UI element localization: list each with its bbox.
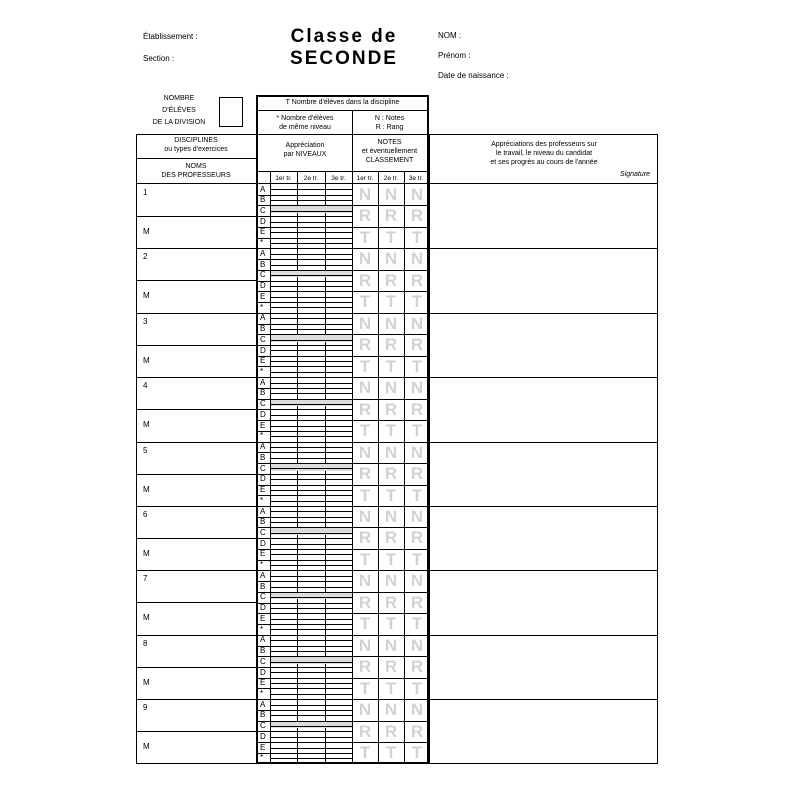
title-line2: SECONDE	[290, 48, 398, 69]
discipline-number: 9	[143, 703, 148, 712]
ghost-letter-r: R	[384, 335, 398, 354]
ghost-letter-r: R	[358, 657, 372, 676]
ghost-letter-t: T	[411, 486, 423, 505]
level-letter: C	[260, 657, 266, 666]
level-letter: B	[260, 517, 266, 526]
ghost-letter-r: R	[410, 271, 424, 290]
level-letter: C	[260, 464, 266, 473]
ghost-letter-r: R	[410, 593, 424, 612]
nombre-eleves-line1: NOMBRE	[163, 95, 195, 102]
level-letter: E	[260, 614, 266, 623]
level-letter: D	[260, 732, 266, 741]
nombre-eleves-line3: DE LA DIVISION	[152, 119, 206, 126]
professeur-label: M	[143, 742, 150, 751]
legend-r: R : Rang	[375, 124, 404, 131]
ghost-letter-t: T	[385, 292, 397, 311]
professeur-label: M	[143, 291, 150, 300]
level-letter: E	[260, 678, 266, 687]
discipline-number: 8	[143, 639, 148, 648]
ghost-letter-r: R	[358, 400, 372, 419]
discipline-number: 7	[143, 574, 148, 583]
disciplines-line1: DISCIPLINES	[174, 137, 218, 144]
ghost-letter-n: N	[358, 443, 372, 462]
ghost-letter-n: N	[358, 314, 372, 333]
level-letter: *	[260, 367, 264, 376]
level-letter: *	[260, 689, 264, 698]
ghost-letter-t: T	[385, 743, 397, 762]
ghost-letter-t: T	[359, 743, 371, 762]
ghost-letter-t: T	[411, 228, 423, 247]
trimestre-header: 2e tr.	[303, 175, 319, 182]
level-letter: B	[260, 388, 266, 397]
level-letter: *	[260, 431, 264, 440]
ghost-letter-r: R	[410, 335, 424, 354]
ghost-letter-t: T	[411, 292, 423, 311]
ghost-letter-n: N	[410, 507, 424, 526]
level-letter: *	[260, 625, 264, 634]
discipline-number: 1	[143, 188, 148, 197]
notes-line3: CLASSEMENT	[365, 157, 414, 164]
level-letter: C	[260, 528, 266, 537]
ghost-letter-t: T	[411, 743, 423, 762]
ghost-letter-r: R	[384, 528, 398, 547]
level-letter: *	[260, 238, 264, 247]
ghost-letter-r: R	[358, 593, 372, 612]
ghost-letter-t: T	[411, 421, 423, 440]
ghost-letter-r: R	[358, 464, 372, 483]
ghost-letter-n: N	[384, 185, 398, 204]
professeur-label: M	[143, 549, 150, 558]
level-letter: D	[260, 668, 266, 677]
level-letter: D	[260, 410, 266, 419]
level-letter: C	[260, 206, 266, 215]
ghost-letter-r: R	[384, 593, 398, 612]
level-letter: E	[260, 292, 266, 301]
level-letter: D	[260, 539, 266, 548]
discipline-number: 6	[143, 510, 148, 519]
ghost-letter-r: R	[410, 528, 424, 547]
ghost-letter-r: R	[358, 722, 372, 741]
appr-prof-line3: et ses progrès au cours de l'année	[490, 159, 598, 166]
discipline-number: 2	[143, 252, 148, 261]
title-line1: Classe de	[290, 26, 398, 47]
noms-header	[137, 162, 255, 180]
level-letter: D	[260, 217, 266, 226]
ghost-letter-n: N	[410, 314, 424, 333]
discipline-number: 5	[143, 446, 148, 455]
professeur-label: M	[143, 485, 150, 494]
ghost-letter-r: R	[384, 400, 398, 419]
professeur-label: M	[143, 420, 150, 429]
ghost-letter-r: R	[358, 271, 372, 290]
level-letter: B	[260, 195, 266, 204]
ghost-letter-t: T	[411, 679, 423, 698]
level-letter: *	[260, 496, 264, 505]
level-letter: E	[260, 549, 266, 558]
ghost-letter-n: N	[358, 378, 372, 397]
etablissement-label: Établissement :	[143, 32, 198, 41]
level-letter: A	[260, 185, 266, 194]
level-letter: D	[260, 474, 266, 483]
ghost-letter-r: R	[384, 722, 398, 741]
professeur-label: M	[143, 613, 150, 622]
prenom-label: Prénom :	[438, 51, 471, 60]
appreciation-line2: par NIVEAUX	[283, 151, 327, 158]
legend-n: N : Notes	[374, 115, 405, 122]
ghost-letter-n: N	[410, 185, 424, 204]
ghost-letter-n: N	[410, 443, 424, 462]
ghost-letter-n: N	[384, 443, 398, 462]
ghost-letter-n: N	[384, 636, 398, 655]
level-letter: *	[260, 560, 264, 569]
ghost-letter-n: N	[384, 249, 398, 268]
level-letter: B	[260, 646, 266, 655]
appreciations-prof-header	[430, 140, 658, 167]
disciplines-header	[137, 136, 255, 154]
appreciation-line1: Appréciation	[285, 142, 325, 149]
ghost-letter-r: R	[410, 206, 424, 225]
level-letter: E	[260, 356, 266, 365]
notes-line2: et éventuellement	[361, 148, 418, 155]
level-letter: B	[260, 582, 266, 591]
ghost-letter-t: T	[411, 357, 423, 376]
nom-label: NOM :	[438, 31, 462, 40]
level-letter: A	[260, 635, 266, 644]
ghost-letter-r: R	[410, 464, 424, 483]
ghost-letter-t: T	[359, 228, 371, 247]
discipline-number: 3	[143, 317, 148, 326]
level-letter: C	[260, 592, 266, 601]
ghost-letter-n: N	[410, 249, 424, 268]
ghost-letter-r: R	[410, 657, 424, 676]
level-letter: A	[260, 249, 266, 258]
ghost-letter-n: N	[384, 571, 398, 590]
ghost-letter-t: T	[385, 679, 397, 698]
legend-star-line1: * Nombre d'élèves	[276, 115, 334, 122]
discipline-number: 4	[143, 381, 148, 390]
ghost-letter-n: N	[384, 378, 398, 397]
trimestre-header: 1er tr.	[356, 175, 374, 182]
ghost-letter-t: T	[359, 357, 371, 376]
ghost-letter-t: T	[359, 292, 371, 311]
ghost-letter-n: N	[410, 636, 424, 655]
ghost-letter-t: T	[359, 679, 371, 698]
ghost-letter-r: R	[384, 464, 398, 483]
trimestre-header: 1er tr.	[275, 175, 292, 182]
legend-star	[258, 114, 352, 132]
level-letter: A	[260, 313, 266, 322]
appr-prof-line1: Appréciations des professeurs sur	[491, 141, 597, 148]
noms-line2: DES PROFESSEURS	[161, 172, 231, 179]
appreciation-header	[258, 141, 352, 159]
level-letter: *	[260, 753, 264, 762]
ghost-letter-n: N	[384, 700, 398, 719]
ghost-letter-r: R	[358, 335, 372, 354]
legend-star-line2: de même niveau	[279, 124, 331, 131]
appr-prof-line2: le travail, le niveau du candidat	[495, 150, 593, 157]
level-letter: B	[260, 260, 266, 269]
ghost-letter-n: N	[358, 249, 372, 268]
ghost-letter-n: N	[410, 378, 424, 397]
ghost-letter-t: T	[359, 486, 371, 505]
professeur-label: M	[143, 678, 150, 687]
level-letter: A	[260, 700, 266, 709]
notes-header	[352, 138, 427, 165]
level-letter: A	[260, 571, 266, 580]
level-letter: B	[260, 453, 266, 462]
ghost-letter-n: N	[358, 700, 372, 719]
ghost-letter-n: N	[410, 571, 424, 590]
trimestre-header: 3e tr.	[331, 175, 346, 182]
level-letter: C	[260, 270, 266, 279]
level-letter: D	[260, 346, 266, 355]
section-label: Section :	[143, 54, 175, 63]
ghost-letter-n: N	[384, 314, 398, 333]
notes-line1: NOTES	[377, 139, 402, 146]
disciplines-line2: ou types d'exercices	[164, 146, 228, 153]
signature-label: Signature	[620, 171, 650, 178]
ghost-letter-t: T	[359, 550, 371, 569]
noms-line1: NOMS	[185, 163, 207, 170]
level-letter: E	[260, 227, 266, 236]
nombre-eleves-line2: D'ÉLÈVES	[162, 107, 196, 114]
naissance-label: Date de naissance :	[438, 71, 509, 80]
trimestre-header: 3e tr.	[408, 175, 424, 182]
level-letter: D	[260, 603, 266, 612]
trimestre-header: 2e tr.	[383, 175, 399, 182]
ghost-letter-t: T	[385, 550, 397, 569]
level-letter: A	[260, 507, 266, 516]
ghost-letter-n: N	[358, 185, 372, 204]
ghost-letter-t: T	[411, 550, 423, 569]
ghost-letter-r: R	[384, 206, 398, 225]
level-letter: *	[260, 303, 264, 312]
legend-nr	[352, 114, 427, 132]
level-letter: D	[260, 281, 266, 290]
ghost-letter-r: R	[358, 528, 372, 547]
ghost-letter-n: N	[358, 571, 372, 590]
ghost-letter-n: N	[358, 636, 372, 655]
ghost-letter-t: T	[385, 421, 397, 440]
level-letter: E	[260, 485, 266, 494]
ghost-letter-t: T	[385, 614, 397, 633]
ghost-letter-n: N	[358, 507, 372, 526]
professeur-label: M	[143, 356, 150, 365]
level-letter: B	[260, 324, 266, 333]
ghost-letter-r: R	[384, 657, 398, 676]
ghost-letter-t: T	[411, 614, 423, 633]
legend-t: T Nombre d'élèves dans la discipline	[285, 99, 400, 106]
ghost-letter-t: T	[385, 228, 397, 247]
ghost-letter-r: R	[358, 206, 372, 225]
ghost-letter-n: N	[384, 507, 398, 526]
level-letter: B	[260, 710, 266, 719]
ghost-letter-t: T	[385, 486, 397, 505]
level-letter: A	[260, 442, 266, 451]
ghost-letter-t: T	[359, 421, 371, 440]
professeur-label: M	[143, 227, 150, 236]
level-letter: C	[260, 335, 266, 344]
ghost-letter-r: R	[384, 271, 398, 290]
level-letter: C	[260, 399, 266, 408]
level-letter: A	[260, 378, 266, 387]
ghost-letter-r: R	[410, 722, 424, 741]
ghost-letter-r: R	[410, 400, 424, 419]
level-letter: C	[260, 721, 266, 730]
level-letter: E	[260, 743, 266, 752]
ghost-letter-n: N	[410, 700, 424, 719]
ghost-letter-t: T	[385, 357, 397, 376]
level-letter: E	[260, 421, 266, 430]
levels-notes-frame	[256, 95, 429, 764]
ghost-letter-t: T	[359, 614, 371, 633]
